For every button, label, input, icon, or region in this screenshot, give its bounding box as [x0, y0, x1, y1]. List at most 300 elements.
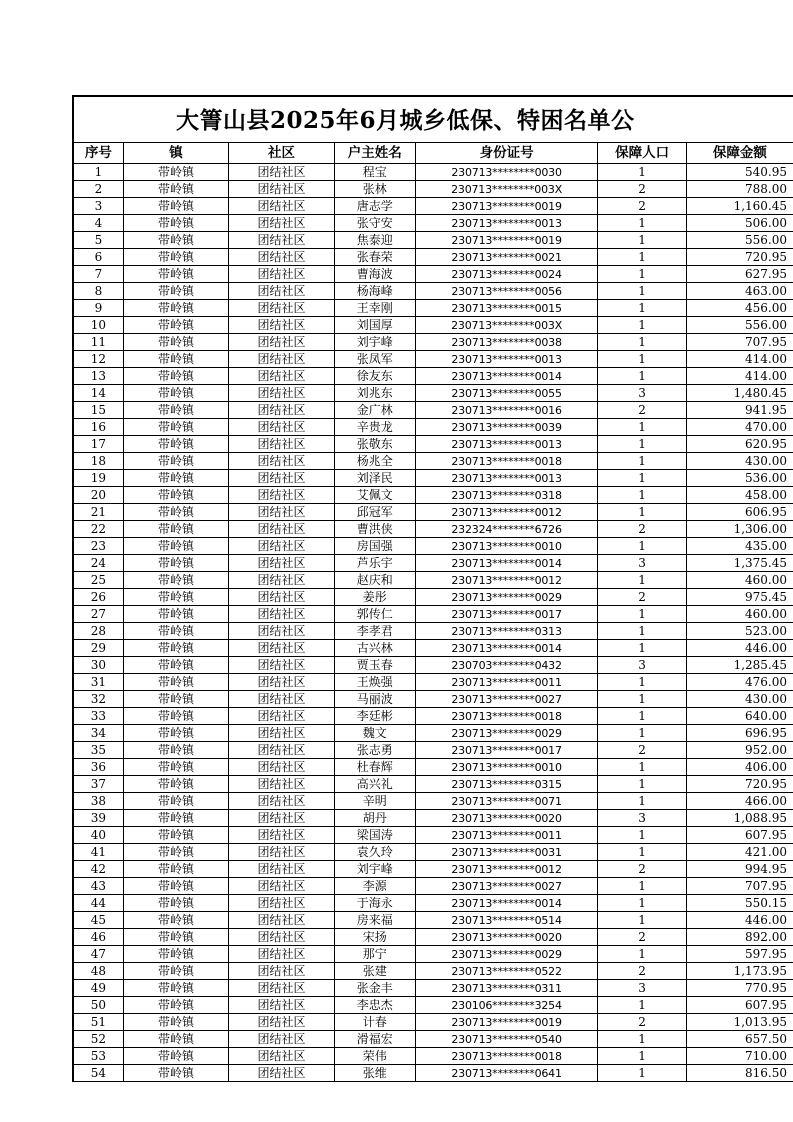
cell-community: 团结社区 [229, 504, 334, 521]
cell-town: 带岭镇 [123, 181, 228, 198]
cell-covered-people: 1 [598, 300, 686, 317]
cell-town: 带岭镇 [123, 504, 228, 521]
table-row [73, 181, 793, 198]
cell-id-number: 230713********0013 [415, 215, 598, 232]
cell-index: 37 [73, 776, 123, 793]
cell-householder: 赵庆和 [334, 572, 415, 589]
cell-index: 43 [73, 878, 123, 895]
cell-householder: 李忠杰 [334, 997, 415, 1014]
table-row [73, 504, 793, 521]
cell-id-number: 230713********0013 [415, 470, 598, 487]
cell-community: 团结社区 [229, 419, 334, 436]
table-row [73, 793, 793, 810]
table-row [73, 912, 793, 929]
cell-covered-people: 2 [598, 861, 686, 878]
cell-amount: 1,088.95 [686, 810, 793, 827]
table-row [73, 283, 793, 300]
cell-covered-people: 1 [598, 946, 686, 963]
table-row [73, 810, 793, 827]
cell-amount: 710.00 [686, 1048, 793, 1065]
cell-covered-people: 1 [598, 878, 686, 895]
cell-amount: 657.50 [686, 1031, 793, 1048]
cell-covered-people: 1 [598, 453, 686, 470]
table-row [73, 895, 793, 912]
cell-id-number: 230713********0017 [415, 742, 598, 759]
cell-community: 团结社区 [229, 861, 334, 878]
cell-community: 团结社区 [229, 793, 334, 810]
cell-householder: 杜春辉 [334, 759, 415, 776]
cell-householder: 李孝君 [334, 623, 415, 640]
cell-amount: 550.15 [686, 895, 793, 912]
cell-id-number: 230713********0311 [415, 980, 598, 997]
cell-id-number: 230713********0021 [415, 249, 598, 266]
cell-index: 39 [73, 810, 123, 827]
cell-amount: 414.00 [686, 368, 793, 385]
table-row [73, 827, 793, 844]
cell-community: 团结社区 [229, 589, 334, 606]
table-row [73, 1031, 793, 1048]
cell-community: 团结社区 [229, 844, 334, 861]
cell-town: 带岭镇 [123, 742, 228, 759]
cell-householder: 姜彤 [334, 589, 415, 606]
cell-id-number: 230713********0039 [415, 419, 598, 436]
cell-community: 团结社区 [229, 538, 334, 555]
cell-community: 团结社区 [229, 215, 334, 232]
cell-amount: 463.00 [686, 283, 793, 300]
cell-householder: 张凤军 [334, 351, 415, 368]
cell-community: 团结社区 [229, 368, 334, 385]
cell-town: 带岭镇 [123, 640, 228, 657]
cell-community: 团结社区 [229, 521, 334, 538]
cell-amount: 627.95 [686, 266, 793, 283]
cell-index: 11 [73, 334, 123, 351]
cell-amount: 523.00 [686, 623, 793, 640]
cell-covered-people: 1 [598, 708, 686, 725]
cell-index: 38 [73, 793, 123, 810]
cell-householder: 梁国涛 [334, 827, 415, 844]
cell-householder: 滑福宏 [334, 1031, 415, 1048]
cell-community: 团结社区 [229, 249, 334, 266]
cell-index: 53 [73, 1048, 123, 1065]
cell-community: 团结社区 [229, 810, 334, 827]
cell-covered-people: 2 [598, 181, 686, 198]
cell-town: 带岭镇 [123, 589, 228, 606]
cell-amount: 446.00 [686, 912, 793, 929]
cell-amount: 816.50 [686, 1065, 793, 1082]
cell-index: 44 [73, 895, 123, 912]
cell-town: 带岭镇 [123, 929, 228, 946]
cell-index: 29 [73, 640, 123, 657]
cell-index: 20 [73, 487, 123, 504]
table-row [73, 691, 793, 708]
cell-community: 团结社区 [229, 980, 334, 997]
cell-town: 带岭镇 [123, 402, 228, 419]
cell-covered-people: 1 [598, 776, 686, 793]
cell-householder: 张志勇 [334, 742, 415, 759]
cell-index: 19 [73, 470, 123, 487]
cell-town: 带岭镇 [123, 470, 228, 487]
cell-town: 带岭镇 [123, 351, 228, 368]
cell-covered-people: 2 [598, 521, 686, 538]
cell-amount: 556.00 [686, 232, 793, 249]
cell-amount: 770.95 [686, 980, 793, 997]
cell-town: 带岭镇 [123, 810, 228, 827]
cell-community: 团结社区 [229, 997, 334, 1014]
cell-town: 带岭镇 [123, 708, 228, 725]
table-row [73, 538, 793, 555]
cell-covered-people: 1 [598, 351, 686, 368]
cell-id-number: 230713********0514 [415, 912, 598, 929]
cell-householder: 张建 [334, 963, 415, 980]
cell-covered-people: 2 [598, 963, 686, 980]
cell-id-number: 230713********0029 [415, 725, 598, 742]
cell-householder: 金广林 [334, 402, 415, 419]
cell-covered-people: 1 [598, 623, 686, 640]
cell-amount: 536.00 [686, 470, 793, 487]
table-row [73, 640, 793, 657]
cell-index: 16 [73, 419, 123, 436]
cell-id-number: 230713********0010 [415, 759, 598, 776]
cell-community: 团结社区 [229, 742, 334, 759]
cell-amount: 460.00 [686, 572, 793, 589]
cell-id-number: 230713********0522 [415, 963, 598, 980]
table-row [73, 997, 793, 1014]
table-row [73, 351, 793, 368]
cell-community: 团结社区 [229, 300, 334, 317]
table-row [73, 963, 793, 980]
cell-covered-people: 1 [598, 317, 686, 334]
table-row [73, 317, 793, 334]
cell-community: 团结社区 [229, 776, 334, 793]
cell-amount: 696.95 [686, 725, 793, 742]
cell-community: 团结社区 [229, 487, 334, 504]
cell-covered-people: 2 [598, 929, 686, 946]
cell-amount: 406.00 [686, 759, 793, 776]
cell-covered-people: 1 [598, 164, 686, 181]
cell-id-number: 230703********0432 [415, 657, 598, 674]
cell-id-number: 230713********0318 [415, 487, 598, 504]
cell-community: 团结社区 [229, 351, 334, 368]
cell-covered-people: 1 [598, 997, 686, 1014]
cell-index: 34 [73, 725, 123, 742]
cell-town: 带岭镇 [123, 521, 228, 538]
table-row [73, 300, 793, 317]
cell-amount: 430.00 [686, 691, 793, 708]
cell-householder: 王幸刚 [334, 300, 415, 317]
cell-town: 带岭镇 [123, 385, 228, 402]
table-row [73, 674, 793, 691]
cell-householder: 张守安 [334, 215, 415, 232]
cell-amount: 460.00 [686, 606, 793, 623]
cell-id-number: 230713********0056 [415, 283, 598, 300]
cell-index: 42 [73, 861, 123, 878]
cell-covered-people: 1 [598, 232, 686, 249]
cell-town: 带岭镇 [123, 1014, 228, 1031]
cell-householder: 魏文 [334, 725, 415, 742]
cell-town: 带岭镇 [123, 691, 228, 708]
cell-covered-people: 1 [598, 640, 686, 657]
cell-town: 带岭镇 [123, 674, 228, 691]
cell-householder: 刘国厚 [334, 317, 415, 334]
cell-index: 32 [73, 691, 123, 708]
cell-town: 带岭镇 [123, 453, 228, 470]
cell-index: 18 [73, 453, 123, 470]
cell-covered-people: 1 [598, 1031, 686, 1048]
cell-amount: 620.95 [686, 436, 793, 453]
cell-town: 带岭镇 [123, 487, 228, 504]
cell-amount: 421.00 [686, 844, 793, 861]
cell-householder: 张维 [334, 1065, 415, 1082]
cell-index: 50 [73, 997, 123, 1014]
cell-id-number: 230713********0018 [415, 453, 598, 470]
cell-covered-people: 1 [598, 572, 686, 589]
col-header-householder: 户主姓名 [334, 143, 415, 164]
cell-householder: 邱冠军 [334, 504, 415, 521]
cell-amount: 640.00 [686, 708, 793, 725]
cell-index: 9 [73, 300, 123, 317]
table-row [73, 878, 793, 895]
cell-amount: 994.95 [686, 861, 793, 878]
cell-index: 10 [73, 317, 123, 334]
cell-id-number: 230713********0014 [415, 895, 598, 912]
cell-community: 团结社区 [229, 1031, 334, 1048]
cell-amount: 540.95 [686, 164, 793, 181]
cell-index: 7 [73, 266, 123, 283]
cell-community: 团结社区 [229, 1014, 334, 1031]
cell-id-number: 230713********0019 [415, 1014, 598, 1031]
cell-index: 24 [73, 555, 123, 572]
cell-community: 团结社区 [229, 555, 334, 572]
cell-id-number: 230713********0055 [415, 385, 598, 402]
cell-community: 团结社区 [229, 470, 334, 487]
cell-id-number: 230713********0020 [415, 929, 598, 946]
cell-householder: 李廷彬 [334, 708, 415, 725]
cell-id-number: 230713********0641 [415, 1065, 598, 1082]
cell-covered-people: 1 [598, 334, 686, 351]
cell-covered-people: 1 [598, 249, 686, 266]
cell-covered-people: 1 [598, 895, 686, 912]
cell-town: 带岭镇 [123, 776, 228, 793]
cell-householder: 马丽波 [334, 691, 415, 708]
cell-id-number: 230713********0071 [415, 793, 598, 810]
cell-index: 4 [73, 215, 123, 232]
cell-amount: 458.00 [686, 487, 793, 504]
cell-town: 带岭镇 [123, 317, 228, 334]
cell-covered-people: 1 [598, 266, 686, 283]
cell-householder: 刘兆东 [334, 385, 415, 402]
cell-householder: 辛贵龙 [334, 419, 415, 436]
cell-amount: 1,160.45 [686, 198, 793, 215]
cell-id-number: 230713********0014 [415, 640, 598, 657]
cell-id-number: 230713********0010 [415, 538, 598, 555]
cell-covered-people: 1 [598, 1065, 686, 1082]
cell-amount: 1,375.45 [686, 555, 793, 572]
col-header-covered-people: 保障人口 [598, 143, 686, 164]
table-row [73, 164, 793, 181]
cell-community: 团结社区 [229, 283, 334, 300]
table-row [73, 521, 793, 538]
cell-index: 8 [73, 283, 123, 300]
cell-householder: 计春 [334, 1014, 415, 1031]
cell-id-number: 230713********003X [415, 317, 598, 334]
cell-id-number: 230713********003X [415, 181, 598, 198]
cell-community: 团结社区 [229, 725, 334, 742]
table-row [73, 215, 793, 232]
table-row [73, 1065, 793, 1082]
cell-community: 团结社区 [229, 929, 334, 946]
cell-amount: 414.00 [686, 351, 793, 368]
cell-town: 带岭镇 [123, 623, 228, 640]
cell-index: 33 [73, 708, 123, 725]
cell-covered-people: 1 [598, 283, 686, 300]
cell-amount: 707.95 [686, 878, 793, 895]
cell-town: 带岭镇 [123, 538, 228, 555]
cell-community: 团结社区 [229, 640, 334, 657]
table-row [73, 1048, 793, 1065]
cell-covered-people: 1 [598, 368, 686, 385]
cell-community: 团结社区 [229, 198, 334, 215]
cell-index: 36 [73, 759, 123, 776]
cell-covered-people: 2 [598, 742, 686, 759]
page-title: 大箐山县2025年6月城乡低保、特困名单公 [176, 107, 635, 134]
table-row [73, 742, 793, 759]
cell-town: 带岭镇 [123, 266, 228, 283]
col-header-town: 镇 [123, 143, 228, 164]
cell-id-number: 230713********0027 [415, 878, 598, 895]
cell-amount: 435.00 [686, 538, 793, 555]
table-row [73, 402, 793, 419]
cell-householder: 焦泰迎 [334, 232, 415, 249]
cell-covered-people: 1 [598, 793, 686, 810]
cell-id-number: 230713********0019 [415, 198, 598, 215]
cell-householder: 郭传仁 [334, 606, 415, 623]
table-row [73, 1014, 793, 1031]
cell-id-number: 230713********0315 [415, 776, 598, 793]
cell-id-number: 230713********0016 [415, 402, 598, 419]
cell-community: 团结社区 [229, 691, 334, 708]
cell-amount: 975.45 [686, 589, 793, 606]
cell-community: 团结社区 [229, 181, 334, 198]
cell-covered-people: 2 [598, 1014, 686, 1031]
cell-amount: 606.95 [686, 504, 793, 521]
cell-householder: 曹海波 [334, 266, 415, 283]
cell-covered-people: 1 [598, 827, 686, 844]
cell-amount: 720.95 [686, 776, 793, 793]
cell-id-number: 232324********6726 [415, 521, 598, 538]
cell-index: 27 [73, 606, 123, 623]
cell-community: 团结社区 [229, 436, 334, 453]
cell-town: 带岭镇 [123, 164, 228, 181]
cell-id-number: 230713********0540 [415, 1031, 598, 1048]
cell-householder: 刘宇峰 [334, 334, 415, 351]
cell-index: 21 [73, 504, 123, 521]
cell-town: 带岭镇 [123, 198, 228, 215]
cell-householder: 于海永 [334, 895, 415, 912]
cell-index: 54 [73, 1065, 123, 1082]
cell-community: 团结社区 [229, 453, 334, 470]
cell-id-number: 230713********0012 [415, 572, 598, 589]
cell-amount: 1,173.95 [686, 963, 793, 980]
cell-town: 带岭镇 [123, 436, 228, 453]
table-row [73, 606, 793, 623]
cell-town: 带岭镇 [123, 555, 228, 572]
cell-covered-people: 1 [598, 759, 686, 776]
col-header-id-number: 身份证号 [415, 143, 598, 164]
cell-amount: 952.00 [686, 742, 793, 759]
cell-index: 25 [73, 572, 123, 589]
cell-covered-people: 2 [598, 198, 686, 215]
table-row [73, 198, 793, 215]
cell-covered-people: 3 [598, 657, 686, 674]
cell-householder: 唐志学 [334, 198, 415, 215]
cell-id-number: 230713********0013 [415, 351, 598, 368]
header-row [73, 143, 793, 164]
table-row [73, 657, 793, 674]
table-row [73, 725, 793, 742]
cell-id-number: 230713********0313 [415, 623, 598, 640]
cell-householder: 杨兆全 [334, 453, 415, 470]
cell-householder: 房国强 [334, 538, 415, 555]
table-row [73, 249, 793, 266]
cell-covered-people: 1 [598, 912, 686, 929]
cell-id-number: 230713********0011 [415, 827, 598, 844]
cell-community: 团结社区 [229, 878, 334, 895]
cell-town: 带岭镇 [123, 215, 228, 232]
cell-householder: 辛明 [334, 793, 415, 810]
roster-sheet [72, 95, 793, 1082]
cell-id-number: 230713********0011 [415, 674, 598, 691]
cell-amount: 1,285.45 [686, 657, 793, 674]
cell-householder: 那宁 [334, 946, 415, 963]
cell-id-number: 230106********3254 [415, 997, 598, 1014]
roster-table [72, 142, 793, 1082]
cell-town: 带岭镇 [123, 827, 228, 844]
cell-index: 40 [73, 827, 123, 844]
cell-id-number: 230713********0013 [415, 436, 598, 453]
cell-community: 团结社区 [229, 623, 334, 640]
cell-community: 团结社区 [229, 1065, 334, 1082]
cell-id-number: 230713********0038 [415, 334, 598, 351]
col-header-amount: 保障金额 [686, 143, 793, 164]
cell-town: 带岭镇 [123, 334, 228, 351]
cell-id-number: 230713********0030 [415, 164, 598, 181]
table-row [73, 419, 793, 436]
cell-id-number: 230713********0012 [415, 504, 598, 521]
cell-index: 47 [73, 946, 123, 963]
cell-householder: 张春荣 [334, 249, 415, 266]
cell-town: 带岭镇 [123, 895, 228, 912]
cell-amount: 1,013.95 [686, 1014, 793, 1031]
cell-community: 团结社区 [229, 963, 334, 980]
cell-index: 35 [73, 742, 123, 759]
cell-index: 23 [73, 538, 123, 555]
cell-covered-people: 3 [598, 555, 686, 572]
cell-covered-people: 2 [598, 402, 686, 419]
cell-covered-people: 1 [598, 691, 686, 708]
table-row [73, 487, 793, 504]
cell-householder: 贾玉春 [334, 657, 415, 674]
cell-householder: 高兴礼 [334, 776, 415, 793]
cell-amount: 607.95 [686, 997, 793, 1014]
title-row [72, 95, 793, 142]
cell-town: 带岭镇 [123, 1048, 228, 1065]
cell-householder: 李源 [334, 878, 415, 895]
cell-community: 团结社区 [229, 759, 334, 776]
table-row [73, 980, 793, 997]
cell-covered-people: 1 [598, 606, 686, 623]
cell-index: 30 [73, 657, 123, 674]
cell-id-number: 230713********0018 [415, 1048, 598, 1065]
